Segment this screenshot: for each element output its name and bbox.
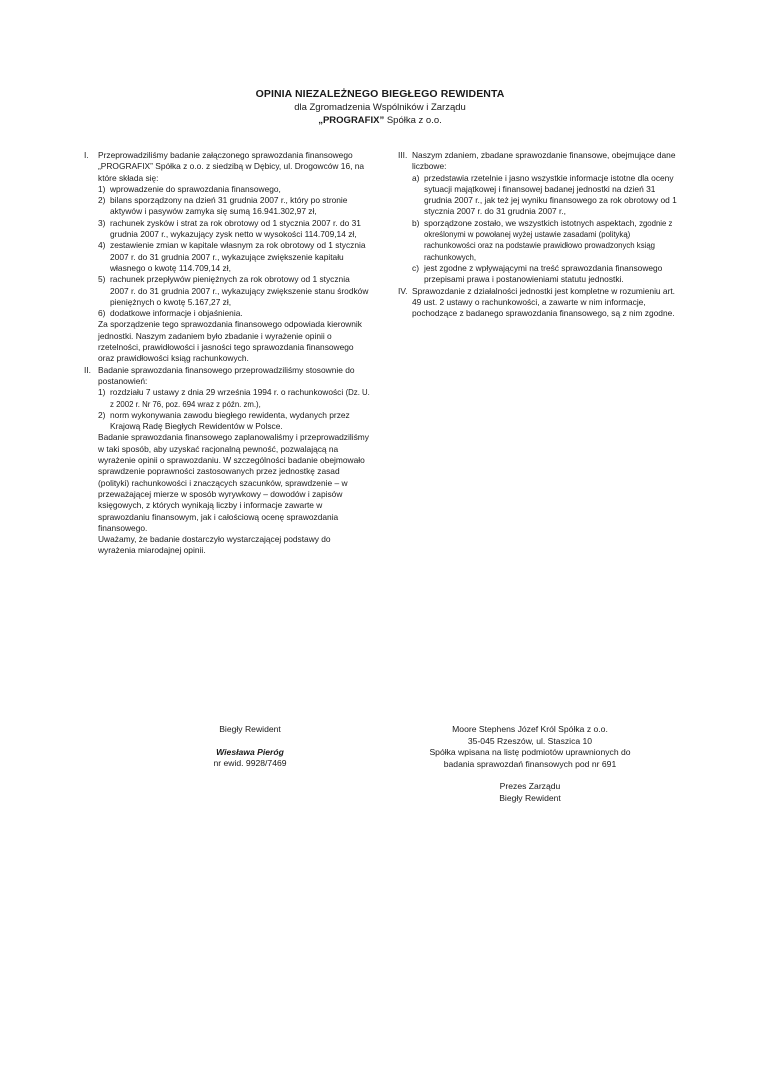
document-header: [0, 88, 760, 127]
list-item-text: rachunek zysków i strat za rok obrotowy od 1 stycznia 2007 r. do 31 grudnia 2007 r., wykazujący zysk netto w wysokości 114.709,14 zł,: [110, 217, 361, 240]
section-number: I.: [84, 150, 89, 160]
list-item: [98, 218, 370, 241]
document-subtitle: dla Zgromadzenia Wspólników i Zarządu: [294, 102, 466, 113]
list-item-text: dodatkowe informacje i objaśnienia.: [110, 308, 243, 319]
list-item-text: bilans sporządzony na dzień 31 grudnia 2007 r., który po stronie aktywów i pasywów zamyka się sumą 16.941.302,97 zł,: [110, 195, 348, 217]
list-item: [412, 173, 682, 218]
company-suffix: Spółka z o.o.: [386, 115, 442, 126]
list-item-text: rozdziału 7 ustawy z dnia 29 września 1994 r. o rachunkowości: [110, 387, 344, 398]
section-4: [398, 286, 682, 320]
signatory-title: Prezes Zarządu: [499, 781, 561, 791]
signature-role: Biegły Rewident: [219, 724, 281, 734]
list-item: [412, 263, 682, 286]
section-intro: Przeprowadziliśmy badanie załączonego sprawozdania finansowego „PROGRAFIX” Spółka z o.o. z siedzibą w Dębicy, ul. Drogowców 16, na które składa się:: [98, 150, 365, 183]
list-item-number: 3): [98, 217, 106, 228]
section-intro: Badanie sprawozdania finansowego przeprowadziliśmy stosownie do postanowień:: [98, 364, 355, 386]
list-item-text: wprowadzenie do sprawozdania finansowego,: [110, 183, 281, 194]
list-item: [98, 308, 370, 319]
list-item-number: 5): [98, 274, 106, 285]
list-item-number: 2): [98, 195, 106, 206]
section-paragraph: Badanie sprawozdania finansowego zaplanowaliśmy i przeprowadziliśmy w taki sposób, aby uzyskać racjonalną pewność, pozwalającą na wyrażenie opinii o sprawozdaniu. W szczególności badanie obejmowało sprawdzenie poprawności zastosowanych przez jednostkę zasad (polityki) rachunkowości i znaczących szacunków, sprawdzenie – w przeważającej mierze w sposób wyrywkowy – dowodów i zapisów księgowych, z których wynikają liczby i informacje zawarte w sprawozdaniu finansowym, jak i całościową ocenę sprawozdania finansowego.: [98, 432, 369, 533]
list-item-number: 6): [98, 308, 106, 319]
section-closing: Za sporządzenie tego sprawozdania finansowego odpowiada kierownik jednostki. Naszym zadaniem było zbadanie i wyrażenie opinii o rzetelności, prawidłowości i jasności tego sprawozdania finansowego oraz prawidłowości ksiąg rachunkowych.: [98, 319, 362, 364]
list-item: [98, 274, 370, 308]
company-name: „PROGRAFIX”: [318, 115, 385, 126]
list-item-number: b): [412, 217, 420, 228]
section-number: IV.: [398, 285, 408, 296]
list-item: [98, 240, 370, 274]
firm-address: 35-045 Rzeszów, ul. Staszica 10: [467, 735, 593, 746]
section-paragraph: Uważamy, że badanie dostarczyło wystarczającej podstawy do wyrażenia miarodajnej opinii.: [98, 534, 331, 556]
list-item: [412, 218, 682, 263]
right-column: [398, 150, 682, 319]
signature-auditor: [150, 724, 350, 770]
list-item-number: 1): [98, 183, 106, 194]
list-item-text: przedstawia rzetelnie i jasno wszystkie informacje istotne dla oceny sytuacji majątkowej i finansowej badanej jednostki na dzień 31 grudnia 2007 r., jak też jej wyniku finansowego za rok obrotowy od 1 stycznia 2007 r. do 31 grudnia 2007 r.,: [424, 172, 677, 217]
list-item-number: 1): [98, 387, 106, 398]
list-item: [98, 410, 370, 433]
list-item-text: zestawienie zmian w kapitale własnym za rok obrotowy od 1 stycznia 2007 r. do 31 grudnia 2007 r., wykazujące zwiększenie kapitału własnego o kwotę 114.709,14 zł,: [110, 240, 366, 273]
signature-name: Wiesława Pieróg: [216, 746, 284, 757]
firm-name: Moore Stephens Józef Król Spółka z o.o.: [452, 724, 608, 734]
document-title: OPINIA NIEZALEŻNEGO BIEGŁEGO REWIDENTA: [255, 88, 505, 100]
section-number: III.: [398, 150, 408, 160]
list-item-text: rachunek przepływów pieniężnych za rok obrotowy od 1 stycznia 2007 r. do 31 grudnia 2007 r., wykazujący zwiększenie stanu środków pieniężnych o kwotę 5.167,27 zł,: [110, 274, 369, 307]
list-item-text: sporządzone zostało, we wszystkich istotnych aspektach,: [424, 217, 637, 228]
left-column: [84, 150, 370, 557]
signature-registration: nr ewid. 9928/7469: [213, 758, 287, 768]
signatory-role: Biegły Rewident: [499, 792, 561, 803]
section-2: [84, 365, 370, 557]
list-item-text: jest zgodne z wpływającymi na treść sprawozdania finansowego przepisami prawa i postanowieniami statutu jednostki.: [424, 262, 663, 285]
section-text: Sprawozdanie z działalności jednostki jest kompletne w rozumieniu art. 49 ust. 2 ustawy o rachunkowości, a zawarte w nim informacje, pochodzące z badanego sprawozdania finansowego, są z nim zgodne.: [412, 285, 676, 319]
list-item-note: (Dz. U. z 2002 r. Nr 76, poz. 694 wraz z późn. zm.),: [110, 388, 370, 409]
section-3: [398, 150, 682, 286]
firm-registration: Spółka wpisana na listę podmiotów uprawnionych do: [429, 747, 631, 757]
section-number: II.: [84, 364, 91, 375]
firm-registration-number: badania sprawozdań finansowych pod nr 691: [443, 758, 617, 769]
list-item-text: norm wykonywania zawodu biegłego rewidenta, wydanych przez Krajową Radę Biegłych Rewidentów w Polsce.: [110, 409, 350, 432]
list-item: [98, 195, 370, 218]
list-item-number: c): [412, 262, 419, 273]
list-item: [98, 184, 370, 195]
list-item-number: 4): [98, 240, 106, 251]
company-line: [0, 114, 760, 127]
section-1: [84, 150, 370, 365]
list-item-number: 2): [98, 409, 106, 420]
list-item-number: a): [412, 172, 420, 183]
list-item: [98, 387, 370, 410]
signature-firm: [380, 724, 680, 804]
list-item-note: zgodnie z określonymi w powołanej wyżej ustawie zasadami (polityką) rachunkowości oraz na podstawie prawidłowo prowadzonych ksiąg rachunkowych,: [424, 218, 673, 262]
section-intro: Naszym zdaniem, zbadane sprawozdanie finansowe, obejmujące dane liczbowe:: [412, 150, 676, 172]
